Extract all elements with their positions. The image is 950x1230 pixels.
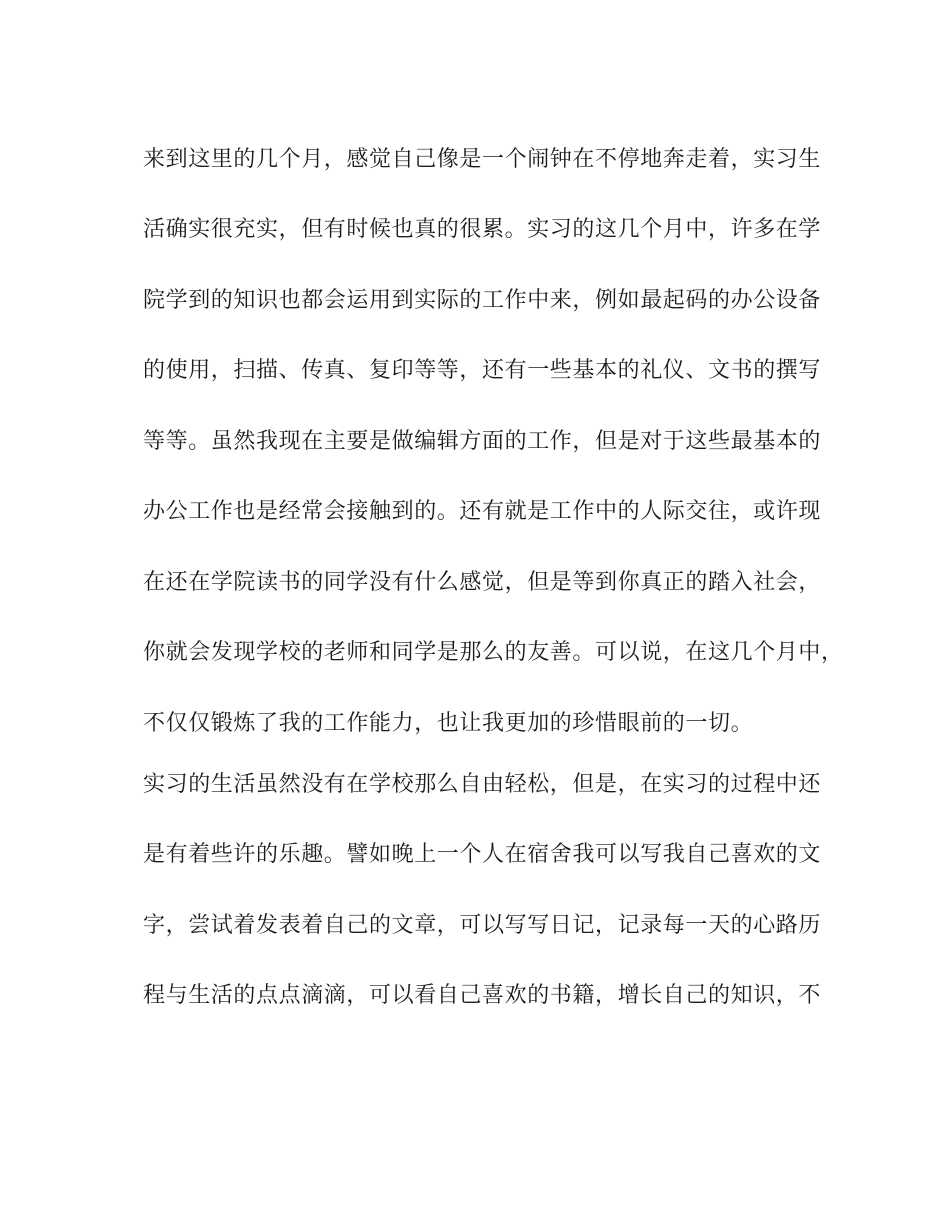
paragraph-1-line-6: 办公工作也是经常会接触到的。还有就是工作中的人际交往，或许现 (143, 499, 822, 524)
paragraph-2-line-3: 字，尝试着发表着自己的文章，可以写写日记，记录每一天的心路历 (143, 913, 822, 938)
paragraph-1-line-1: 来到这里的几个月，感觉自己像是一个闹钟在不停地奔走着，实习生 (143, 147, 822, 172)
paragraph-2-line-2: 是有着些许的乐趣。譬如晚上一个人在宿舍我可以写我自己喜欢的文 (143, 842, 822, 867)
paragraph-1-line-9: 不仅仅锻炼了我的工作能力，也让我更加的珍惜眼前的一切。 (143, 711, 754, 736)
paragraph-1-line-7: 在还在学院读书的同学没有什么感觉，但是等到你真正的踏入社会， (143, 570, 822, 595)
paragraph-1-line-4: 的使用，扫描、传真、复印等等，还有一些基本的礼仪、文书的撰写 (143, 358, 822, 383)
paragraph-1-line-5: 等等。虽然我现在主要是做编辑方面的工作，但是对于这些最基本的 (143, 429, 822, 454)
paragraph-2-line-1: 实习的生活虽然没有在学校那么自由轻松，但是，在实习的过程中还 (143, 772, 822, 797)
paragraph-2-line-4: 程与生活的点点滴滴，可以看自己喜欢的书籍，增长自己的知识，不 (143, 983, 822, 1008)
paragraph-1-line-3: 院学到的知识也都会运用到实际的工作中来，例如最起码的办公设备 (143, 288, 822, 313)
paragraph-1-line-8: 你就会发现学校的老师和同学是那么的友善。可以说，在这几个月中， (143, 640, 844, 665)
paragraph-1-line-2: 活确实很充实，但有时候也真的很累。实习的这几个月中，许多在学 (143, 217, 822, 242)
